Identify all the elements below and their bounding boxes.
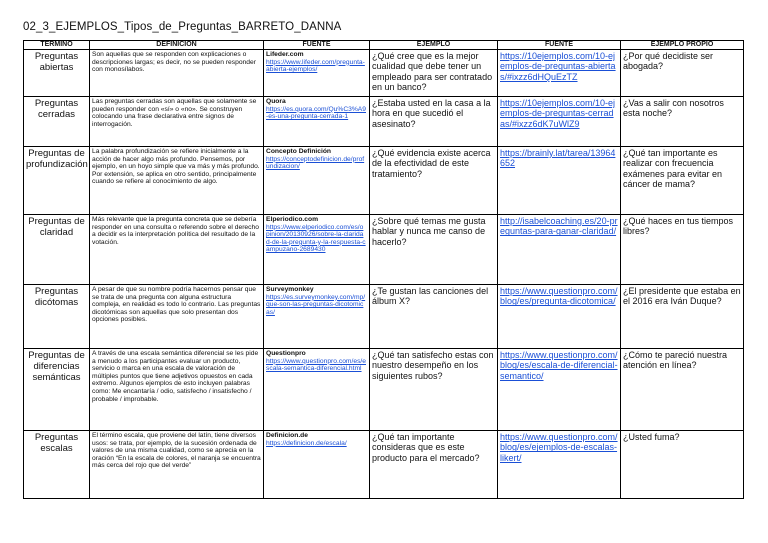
example-source-link[interactable]: https://www.questionpro.com/blog/es/ejemplos-de-escalas-likert/	[500, 432, 618, 463]
example-source-cell	[498, 50, 621, 97]
table-row	[24, 285, 744, 349]
table-row	[24, 215, 744, 285]
table-row	[24, 97, 744, 147]
header-example: EJEMPLO	[370, 41, 498, 50]
own-example-cell: ¿Qué tan importante es realizar con frecuencia exámenes para evitar en cáncer de mama?	[621, 147, 744, 215]
own-example-cell: ¿Usted fuma?	[621, 431, 744, 499]
table-row	[24, 147, 744, 215]
term-cell: Preguntas cerradas	[24, 97, 90, 147]
example-source-cell	[498, 349, 621, 431]
header-definition: DEFINICION	[90, 41, 264, 50]
example-source-link[interactable]: http://isabelcoaching.es/20-preguntas-para-ganar-claridad/	[500, 216, 618, 237]
header-term: TERMINO	[24, 41, 90, 50]
question-types-table	[23, 40, 744, 499]
table-row	[24, 50, 744, 97]
example-source-cell	[498, 97, 621, 147]
source-name: Quora	[266, 98, 286, 105]
term-cell: Preguntas escalas	[24, 431, 90, 499]
source-cell	[264, 50, 370, 97]
header-own-example: EJEMPLO PROPIO	[621, 41, 744, 50]
example-cell: ¿Qué tan importante consideras que es este producto para el mercado?	[370, 431, 498, 499]
term-cell: Preguntas de profundización	[24, 147, 90, 215]
definition-cell: A través de una escala semántica diferencial se les pide a menudo a los participantes evaluar un producto, servicio o marca en una escala de valoración de múltiples puntos que tiene adjetivos opuestos en cada extremo. Algunos ejemplos de esto incluyen palabras como: Me encantaría / odio, satisfecho / insatisfecho / probable / improbable.	[90, 349, 264, 431]
source-cell	[264, 147, 370, 215]
source-cell	[264, 431, 370, 499]
definition-cell: El término escala, que proviene del latín, tiene diversos usos: se trata, por ejemplo, de la sucesión ordenada de valores de una misma cualidad, como se aprecia en la oración “En la escala de colores, el naranja se encuentra más cerca del rojo que del verde”	[90, 431, 264, 499]
source-cell	[264, 285, 370, 349]
example-source-cell	[498, 285, 621, 349]
example-cell: ¿Te gustan las canciones del álbum X?	[370, 285, 498, 349]
example-cell: ¿Estaba usted en la casa a la hora en que sucedió el asesinato?	[370, 97, 498, 147]
example-cell: ¿Qué cree que es la mejor cualidad que debe tener un empleado para ser contratado en un banco?	[370, 50, 498, 97]
example-source-link[interactable]: https://10ejemplos.com/10-ejemplos-de-preguntas-abiertas/#ixzz6dHQuEzTZ	[500, 51, 616, 82]
own-example-cell: ¿Vas a salir con nosotros esta noche?	[621, 97, 744, 147]
example-source-link[interactable]: https://brainly.lat/tarea/13964652	[500, 148, 616, 169]
term-cell: Preguntas abiertas	[24, 50, 90, 97]
example-source-link[interactable]: https://www.questionpro.com/blog/es/pregunta-dicotomica/	[500, 286, 618, 307]
source-link[interactable]: https://conceptodefinicion.de/profundizacion/	[266, 155, 365, 171]
source-name: Surveymonkey	[266, 286, 314, 293]
example-cell: ¿Qué tan satisfecho estas con nuestro desempeño en los siguientes rubos?	[370, 349, 498, 431]
term-cell: Preguntas de diferencias semánticas	[24, 349, 90, 431]
table-row	[24, 349, 744, 431]
document-title: 02_3_EJEMPLOS_Tipos_de_Preguntas_BARRETO_DANNA	[23, 21, 342, 33]
source-cell	[264, 349, 370, 431]
source-link[interactable]: https://es.surveymonkey.com/mp/que-son-las-preguntas-dicotomicas/	[266, 293, 366, 316]
example-source-cell	[498, 431, 621, 499]
definition-cell: La palabra profundización se refiere inicialmente a la acción de hacer algo más profundo. Pensemos, por ejemplo, en un hoyo simple que va más y más profundo. Por extensión, se aplica en otro sentido, principalmente cuando se refiere al conocimiento de algo.	[90, 147, 264, 215]
example-source-link[interactable]: https://www.questionpro.com/blog/es/escala-de-diferencial-semantico/	[500, 350, 618, 381]
header-source: FUENTE	[264, 41, 370, 50]
own-example-cell: ¿Por qué decidiste ser abogada?	[621, 50, 744, 97]
example-source-cell	[498, 215, 621, 285]
definition-cell: Más relevante que la pregunta concreta que se debería responder en una consulta o referendo sobre el derecho a decidir es la interpretación política del resultado de la votación.	[90, 215, 264, 285]
header-example-source: FUENTE	[498, 41, 621, 50]
definition-cell: Las preguntas cerradas son aquellas que solamente se pueden responder con «sí» o «no». Se construyen colocando una frase declarativa entre signos de interrogación.	[90, 97, 264, 147]
source-name: Definicion.de	[266, 432, 308, 439]
table-row	[24, 431, 744, 499]
example-source-cell	[498, 147, 621, 215]
source-name: Concepto Definición	[266, 148, 332, 155]
term-cell: Preguntas dicótomas	[24, 285, 90, 349]
source-cell	[264, 97, 370, 147]
example-cell: ¿Qué evidencia existe acerca de la efectividad de este tratamiento?	[370, 147, 498, 215]
source-cell	[264, 215, 370, 285]
source-name: Lifeder.com	[266, 51, 304, 58]
source-name: Elperiodico.com	[266, 216, 319, 223]
source-link[interactable]: https://www.lifeder.com/pregunta-abierta-ejemplos/	[266, 58, 365, 74]
term-cell: Preguntas de claridad	[24, 215, 90, 285]
source-link[interactable]: https://www.questionpro.com/es/escala-semantica-diferencial.html	[266, 357, 366, 373]
definition-cell: Son aquellas que se responden con explicaciones o descripciones largas; es decir, no se pueden responder con monosílabos.	[90, 50, 264, 97]
example-source-link[interactable]: https://10ejemplos.com/10-ejemplos-de-preguntas-cerradas/#ixzz6dK7uWlZ9	[500, 98, 616, 129]
source-link[interactable]: https://es.quora.com/Qu%C3%A9-es-una-pregunta-cerrada-1	[266, 105, 366, 121]
own-example-cell: ¿El presidente que estaba en el 2016 era Iván Duque?	[621, 285, 744, 349]
source-link[interactable]: https://www.elperiodico.com/es/opinion/20130926/sobre-la-claridad-de-la-pregunta-y-la-respuesta-campuzano-2689430	[266, 223, 366, 254]
source-link[interactable]: https://definicion.de/escala/	[266, 439, 347, 447]
table-header-row	[24, 41, 744, 50]
own-example-cell: ¿Qué haces en tus tiempos libres?	[621, 215, 744, 285]
source-name: Questionpro	[266, 350, 306, 357]
example-cell: ¿Sobre qué temas me gusta hablar y nunca me canso de hacerlo?	[370, 215, 498, 285]
definition-cell: A pesar de que su nombre podría hacernos pensar que se trata de una pregunta con alguna estructura compleja, en realidad es todo lo contrario. Las preguntas dicotómicas son aquellas que solo presentan dos opciones posibles.	[90, 285, 264, 349]
own-example-cell: ¿Cómo te pareció nuestra atención en línea?	[621, 349, 744, 431]
